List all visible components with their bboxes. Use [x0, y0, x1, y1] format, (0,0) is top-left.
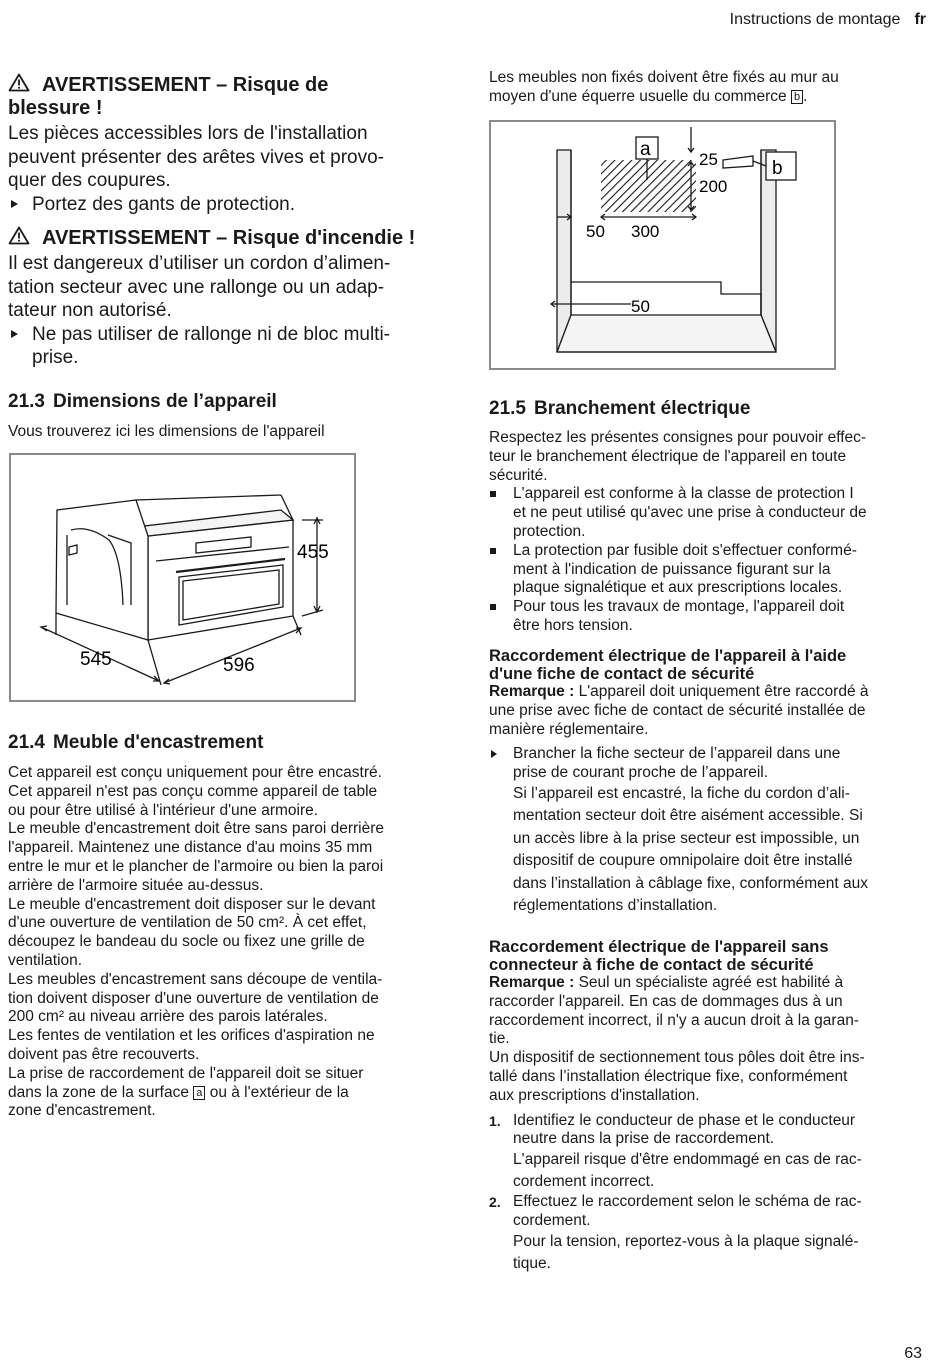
- text-line: Les meubles d'encastrement sans découpe de ventila-: [8, 970, 383, 988]
- remark-line: Remarque : Seul un spécialiste agréé est habilité à: [489, 974, 844, 991]
- text-line: Cet appareil n'est pas conçu comme appareil de table: [8, 782, 378, 800]
- text-line: entre le mur et le plancher de l'armoire ou bien la paroi: [8, 857, 384, 875]
- section-heading-21-4: 21.4 Meuble d'encastrement: [8, 732, 264, 753]
- text-line: quer des coupures.: [8, 170, 171, 191]
- text-line: Le meuble d'encastrement doit disposer sur le devant: [8, 895, 376, 913]
- section-heading-21-5: 21.5 Branchement électrique: [489, 398, 751, 419]
- action-result: Si l’appareil est encastré, la fiche du cordon d’ali- mentation secteur doit être aisément accessible. Si un accès libre à la prise secteur est impossible, un dispositif de coupure omnipolaire doit être installé dans l’installation à câblage fixe, conformément aux réglementations d’installation.: [513, 784, 868, 915]
- text-line: Respectez les présentes consignes pour pouvoir effec-: [489, 429, 867, 446]
- section-body-21-4: [8, 764, 443, 1121]
- text-line: teur le branchement électrique de l'appareil en toute: [489, 447, 847, 465]
- text-line: sécurité.: [489, 466, 548, 484]
- bracket-b-marker: b: [791, 90, 803, 104]
- warning-icon: [8, 73, 30, 92]
- warning-body: [8, 122, 443, 216]
- text-line: tie.: [489, 1030, 510, 1048]
- page-header: [730, 11, 926, 29]
- text-line: une prise avec fiche de contact de sécurité installée de: [489, 701, 866, 719]
- dim-height-label: 455: [297, 542, 329, 563]
- warning-title-cont: blessure !: [8, 97, 103, 119]
- text-line: tion doivent disposer d'une ouverture de ventilation de: [8, 989, 379, 1007]
- section-body-21-5: [489, 429, 919, 636]
- text-line: doivent pas être recouverts.: [8, 1045, 200, 1063]
- step-item: 1. Identifiez le conducteur de phase et le conducteur neutre dans la prise de raccordement. L'appareil risque d'être endommagé en cas de rac- cordement incorrect.: [489, 1112, 919, 1194]
- subsection-with-plug: [489, 647, 919, 918]
- text-line: raccordement incorrect, il n'y a aucun droit à la garan-: [489, 1011, 859, 1029]
- oven-drawing: [11, 455, 354, 700]
- text-line: dans la zone de la surface a ou à l'extérieur de la: [8, 1083, 349, 1101]
- warning-action: Portez des gants de protection.: [8, 193, 443, 217]
- text-line: Cet appareil est conçu uniquement pour être encastré.: [8, 764, 382, 781]
- text-line: Il est dangereux d’utiliser un cordon d’alimen-: [8, 253, 391, 274]
- surface-a-marker: a: [193, 1086, 205, 1100]
- list-item: Pour tous les travaux de montage, l'appareil doit être hors tension.: [489, 598, 919, 636]
- dim-50-side-label: 50: [586, 222, 605, 241]
- dim-50-bottom-label: 50: [631, 297, 650, 316]
- text-line: Un dispositif de sectionnement tous pôles doit être ins-: [489, 1049, 865, 1067]
- text-line: Les pièces accessibles lors de l'installation: [8, 123, 368, 144]
- warning-icon: [8, 226, 30, 245]
- text-line: manière réglementaire.: [489, 720, 649, 738]
- header-lang: fr: [914, 11, 926, 28]
- figure-appliance-dimensions: [9, 453, 356, 702]
- fixing-note: [489, 69, 919, 107]
- dim-width-label: 596: [223, 655, 255, 676]
- section-heading-21-3: 21.3 Dimensions de l’appareil: [8, 391, 277, 412]
- text-line: tallé dans l’installation électrique fixe, conformément: [489, 1067, 848, 1085]
- text-line: l'appareil. Maintenez une distance d'au moins 35 mm: [8, 839, 373, 857]
- text-line: prise.: [32, 347, 79, 368]
- label-b: b: [772, 158, 783, 179]
- text-line: tateur non autorisé.: [8, 300, 172, 321]
- text-line: La prise de raccordement de l'appareil doit se situer: [8, 1064, 364, 1082]
- cabinet-drawing: [491, 122, 834, 368]
- subsection-title: Raccordement électrique de l'appareil à l'aide d'une fiche de contact de sécurité: [489, 647, 847, 683]
- text-line: 200 cm² au niveau arrière des parois latérales.: [8, 1008, 328, 1026]
- text-line: découpez le bandeau du socle ou fixez une grille de: [8, 933, 365, 951]
- text-line: arrière de l'armoire située au-dessus.: [8, 876, 264, 894]
- text-line: Le meuble d'encastrement doit être sans paroi derrière: [8, 820, 385, 838]
- text-line: tation secteur avec une rallonge ou un adap-: [8, 276, 385, 298]
- dim-depth-label: 545: [80, 649, 112, 670]
- step-item: 2. Effectuez le raccordement selon le schéma de rac- cordement. Pour la tension, reportez-vous à la plaque signalé- tique.: [489, 1193, 919, 1275]
- figure-cabinet-dimensions: [489, 120, 836, 370]
- subsection-title: Raccordement électrique de l'appareil sans connecteur à fiche de contact de sécurité: [489, 938, 829, 974]
- remark-line: Remarque : L'appareil doit uniquement être raccordé à: [489, 683, 869, 700]
- list-item: L'appareil est conforme à la classe de protection I et ne peut utilisé qu'avec une prise à conducteur de protection.: [489, 485, 919, 541]
- warning-fire: [8, 226, 443, 370]
- warning-action: [8, 323, 443, 370]
- warning-title: AVERTISSEMENT – Risque de: [42, 74, 329, 96]
- label-a: a: [640, 139, 651, 160]
- text-line: ventilation.: [8, 951, 83, 969]
- step-result: L'appareil risque d'être endommagé en cas de rac- cordement incorrect.: [513, 1151, 862, 1191]
- text-line: aux prescriptions d'installation.: [489, 1086, 700, 1104]
- warning-body: [8, 252, 443, 370]
- section-intro: Vous trouverez ici les dimensions de l'appareil: [8, 423, 325, 440]
- text-line: zone d'encastrement.: [8, 1102, 156, 1120]
- text-line: moyen d'une équerre usuelle du commerce b .: [489, 87, 808, 105]
- text-line: peuvent présenter des arêtes vives et provo-: [8, 146, 384, 168]
- list-item: La protection par fusible doit s'effectuer conformé- ment à l'indication de puissance figurant sur la plaque signalétique et aux prescriptions locales.: [489, 542, 919, 598]
- action-item: Brancher la fiche secteur de l’appareil dans une prise de courant proche de l’appareil. Si l’appareil est encastré, la fiche du cordon d’ali- mentation secteur doit être aisément accessible. Si un accès libre à la prise secteur est impossible, un dispositif de coupure omnipolaire doit être installé dans l’installation à câblage fixe, conformément aux réglementations d’installation.: [489, 745, 919, 918]
- text-line: Les meubles non fixés doivent être fixés au mur au: [489, 69, 839, 86]
- text-line: ou pour être utilisé à l'intérieur d'une armoire.: [8, 801, 319, 819]
- page-number: 63: [904, 1345, 922, 1362]
- header-title: Instructions de montage: [729, 11, 901, 28]
- dim-200-label: 200: [699, 177, 728, 196]
- dim-300-label: 300: [631, 222, 660, 241]
- subsection-without-plug: [489, 938, 919, 1275]
- text-line: d'une ouverture de ventilation de 50 cm². À cet effet,: [8, 914, 367, 932]
- text-line: Les fentes de ventilation et les orifices d'aspiration ne: [8, 1027, 375, 1045]
- dim-25-label: 25: [699, 150, 718, 169]
- step-result: Pour la tension, reportez-vous à la plaque signalé- tique.: [513, 1232, 859, 1272]
- text-line: raccorder l'appareil. En cas de dommages dus à un: [489, 992, 843, 1010]
- warning-injury: [8, 73, 443, 216]
- warning-title: AVERTISSEMENT – Risque d'incendie !: [42, 227, 416, 249]
- text-line: Ne pas utiliser de rallonge ni de bloc multi-: [32, 323, 391, 345]
